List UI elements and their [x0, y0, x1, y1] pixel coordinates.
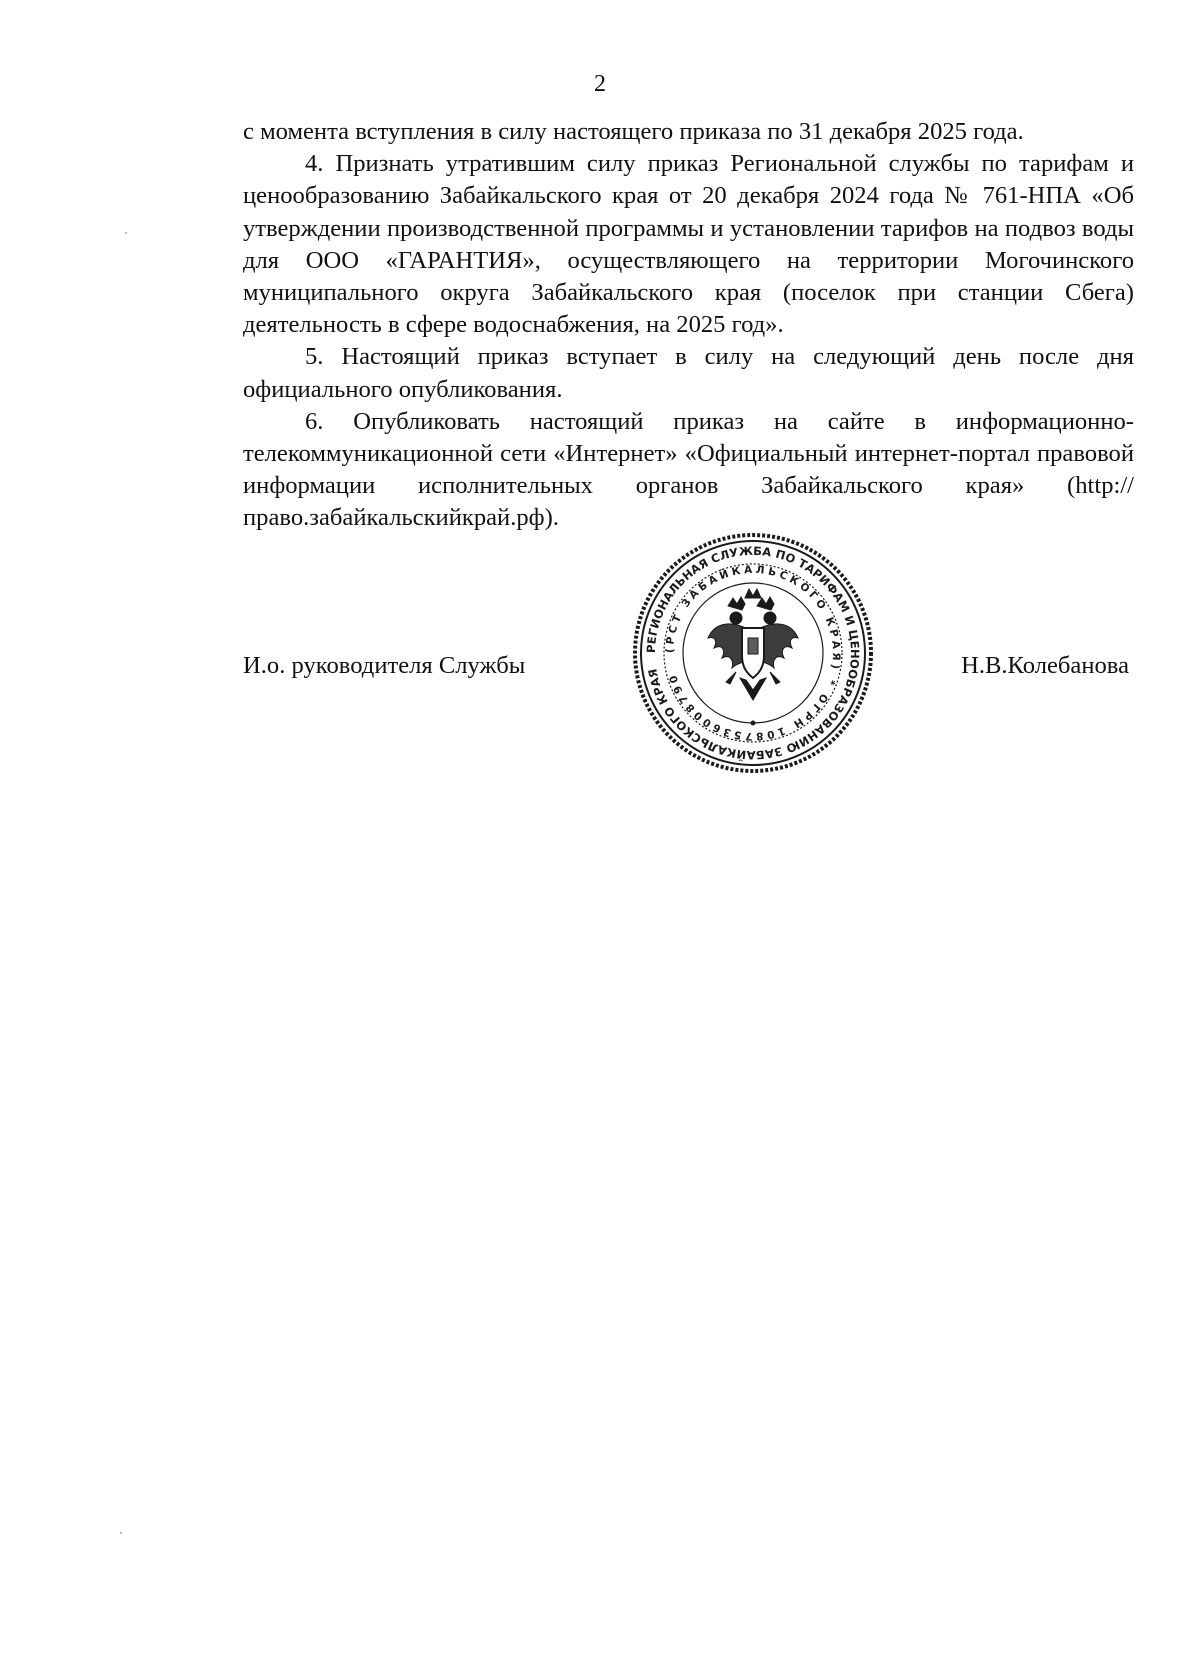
double-headed-eagle-icon	[708, 589, 798, 700]
scan-artifact	[125, 232, 127, 234]
signatory-name: Н.В.Колебанова	[961, 652, 1129, 679]
official-seal	[628, 528, 878, 778]
page-number: 2	[594, 71, 606, 97]
seal-outer-text: РЕГИОНАЛЬНАЯ СЛУЖБА ПО ТАРИФАМ И ЦЕНООБРАЗОВАНИЮ ЗАБАЙКАЛЬСКОГО КРАЯ	[643, 543, 863, 763]
document-body	[243, 116, 1134, 535]
paragraph-6: 6. Опубликовать настоящий приказ на сайте в информационно-телекоммуникационной сети «Интернет» «Официальный интернет-портал правовой информации исполнительных органов Забайкальского края» (http://право.забайкальскийкрай.рф).	[243, 407, 1134, 532]
signatory-position: И.о. руководителя Службы	[243, 652, 526, 679]
signature-block	[0, 650, 1200, 690]
seal-inner-text: (РСТ ЗАБАЙКАЛЬСКОГО КРАЯ) * ОГРН 1087536008790	[663, 563, 843, 743]
paragraph-4: 4. Признать утратившим силу приказ Региональной службы по тарифам и ценообразованию Забайкальского края от 20 декабря 2024 года № 761-НПА «Об утверждении производственной программы и установлении тарифов на подвоз воды для ООО «ГАРАНТИЯ», осуществляющего на территории Могочинского муниципального округа Забайкальского края (поселок при станции Сбега) деятельность в сфере водоснабжения, на 2025 год».	[243, 150, 1134, 339]
paragraph-3-continuation: с момента вступления в силу настоящего приказа по 31 декабря 2025 года.	[243, 118, 1024, 145]
paragraph-5: 5. Настоящий приказ вступает в силу на следующий день после дня официального опубликования.	[243, 343, 1134, 403]
scan-artifact	[120, 1532, 122, 1534]
